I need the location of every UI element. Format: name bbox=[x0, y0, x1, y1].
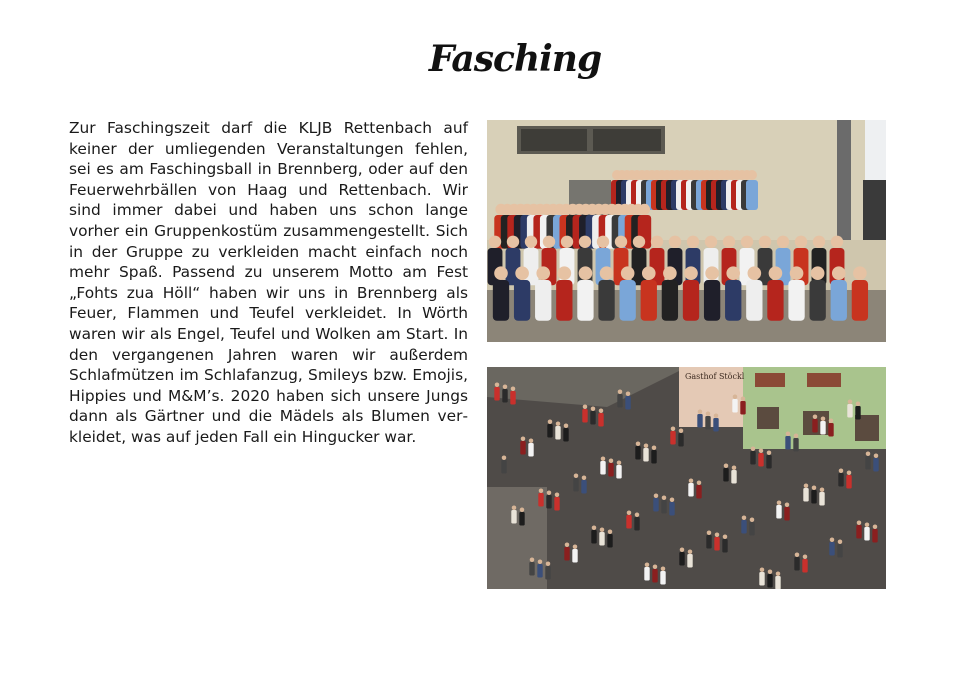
person-figure bbox=[524, 248, 539, 285]
inn-sign: Gasthof Stöckl bbox=[685, 372, 745, 381]
person-figure bbox=[864, 527, 869, 541]
person-head bbox=[697, 481, 702, 486]
person-figure bbox=[838, 473, 843, 487]
person-head bbox=[873, 525, 878, 530]
person-head bbox=[742, 516, 747, 521]
person-head bbox=[813, 415, 818, 420]
person-figure bbox=[600, 461, 605, 475]
person-figure bbox=[644, 567, 649, 581]
person-figure bbox=[828, 423, 833, 437]
person-head bbox=[601, 457, 606, 462]
person-figure bbox=[704, 280, 720, 321]
person-head bbox=[495, 383, 500, 388]
person-head bbox=[662, 496, 667, 501]
person-head bbox=[829, 419, 834, 424]
person-head bbox=[671, 427, 676, 432]
person-figure bbox=[616, 465, 621, 479]
person-head bbox=[707, 531, 712, 536]
person-head bbox=[599, 409, 604, 414]
person-figure bbox=[577, 280, 593, 321]
person-head bbox=[795, 553, 800, 558]
person-head bbox=[804, 484, 809, 489]
person-head bbox=[573, 545, 578, 550]
person-figure bbox=[661, 500, 666, 514]
person-figure bbox=[706, 535, 711, 549]
person-figure bbox=[547, 424, 552, 438]
person-figure bbox=[502, 389, 507, 403]
person-head bbox=[853, 266, 867, 280]
person-head bbox=[582, 476, 587, 481]
person-head bbox=[669, 236, 681, 248]
person-figure bbox=[775, 576, 780, 589]
person-figure bbox=[573, 478, 578, 492]
person-head bbox=[644, 444, 649, 449]
person-figure bbox=[510, 391, 515, 405]
person-figure bbox=[572, 549, 577, 563]
person-head bbox=[525, 236, 537, 248]
person-head bbox=[741, 236, 753, 248]
person-head bbox=[705, 266, 719, 280]
person-head bbox=[848, 400, 853, 405]
person-head bbox=[489, 236, 501, 248]
person-head bbox=[503, 385, 508, 390]
person-head bbox=[536, 266, 550, 280]
person-figure bbox=[556, 280, 572, 321]
person-head bbox=[777, 501, 782, 506]
person-head bbox=[597, 236, 609, 248]
person-head bbox=[684, 266, 698, 280]
person-head bbox=[813, 236, 825, 248]
person-figure bbox=[776, 248, 791, 285]
person-head bbox=[794, 434, 799, 439]
person-figure bbox=[872, 529, 877, 543]
person-head bbox=[785, 503, 790, 508]
person-figure bbox=[714, 537, 719, 551]
person-head bbox=[689, 479, 694, 484]
person-figure bbox=[784, 507, 789, 521]
person-head bbox=[831, 236, 843, 248]
person-head bbox=[635, 513, 640, 518]
person-figure bbox=[514, 280, 530, 321]
person-figure bbox=[591, 530, 596, 544]
person-head bbox=[600, 528, 605, 533]
person-figure bbox=[688, 483, 693, 497]
person-head bbox=[636, 442, 641, 447]
person-head bbox=[539, 489, 544, 494]
person-head bbox=[663, 266, 677, 280]
person-figure bbox=[554, 497, 559, 511]
person-head bbox=[591, 407, 596, 412]
person-figure bbox=[519, 512, 524, 526]
person-figure bbox=[607, 534, 612, 548]
person-head bbox=[776, 572, 781, 577]
person-head bbox=[653, 565, 658, 570]
person-figure bbox=[546, 495, 551, 509]
person-figure bbox=[608, 463, 613, 477]
person-head bbox=[651, 236, 663, 248]
person-head bbox=[750, 518, 755, 523]
person-figure bbox=[746, 180, 758, 210]
person-figure bbox=[819, 492, 824, 506]
person-head bbox=[661, 567, 666, 572]
person-head bbox=[530, 558, 535, 563]
person-head bbox=[839, 469, 844, 474]
person-head bbox=[698, 410, 703, 415]
person-figure bbox=[794, 557, 799, 571]
person-head bbox=[565, 543, 570, 548]
person-head bbox=[618, 390, 623, 395]
person-figure bbox=[810, 280, 826, 321]
person-figure bbox=[758, 248, 773, 285]
person-head bbox=[820, 488, 825, 493]
person-head bbox=[633, 236, 645, 248]
person-head bbox=[529, 439, 534, 444]
person-figure bbox=[590, 411, 595, 425]
person-figure bbox=[696, 485, 701, 499]
person-head bbox=[546, 562, 551, 567]
person-head bbox=[747, 170, 757, 180]
person-head bbox=[626, 392, 631, 397]
person-head bbox=[812, 486, 817, 491]
person-head bbox=[561, 236, 573, 248]
person-figure bbox=[660, 571, 665, 585]
person-head bbox=[733, 395, 738, 400]
person-figure bbox=[865, 456, 870, 470]
person-figure bbox=[493, 280, 509, 321]
person-head bbox=[511, 387, 516, 392]
person-head bbox=[706, 412, 711, 417]
person-figure bbox=[581, 480, 586, 494]
person-figure bbox=[582, 409, 587, 423]
person-figure bbox=[758, 453, 763, 467]
person-head bbox=[874, 454, 879, 459]
person-head bbox=[538, 560, 543, 565]
person-figure bbox=[652, 569, 657, 583]
person-figure bbox=[670, 431, 675, 445]
person-figure bbox=[560, 248, 575, 285]
person-figure bbox=[713, 418, 718, 432]
person-figure bbox=[776, 505, 781, 519]
person-figure bbox=[725, 280, 741, 321]
person-figure bbox=[759, 572, 764, 586]
person-head bbox=[547, 491, 552, 496]
person-head bbox=[680, 548, 685, 553]
person-figure bbox=[538, 493, 543, 507]
person-head bbox=[600, 266, 614, 280]
person-head bbox=[608, 530, 613, 535]
person-figure bbox=[803, 488, 808, 502]
person-head bbox=[803, 555, 808, 560]
person-head bbox=[670, 498, 675, 503]
person-figure bbox=[599, 532, 604, 546]
person-figure bbox=[520, 441, 525, 455]
person-head bbox=[821, 417, 826, 422]
person-figure bbox=[494, 387, 499, 401]
person-figure bbox=[820, 421, 825, 435]
person-figure bbox=[750, 451, 755, 465]
person-head bbox=[751, 447, 756, 452]
person-figure bbox=[635, 446, 640, 460]
person-figure bbox=[831, 280, 847, 321]
person-figure bbox=[802, 559, 807, 573]
person-figure bbox=[788, 280, 804, 321]
person-head bbox=[769, 266, 783, 280]
person-figure bbox=[812, 419, 817, 433]
person-head bbox=[583, 405, 588, 410]
person-head bbox=[639, 204, 650, 215]
person-figure bbox=[846, 475, 851, 489]
person-figure bbox=[766, 455, 771, 469]
person-figure bbox=[687, 554, 692, 568]
person-figure bbox=[767, 574, 772, 588]
person-head bbox=[830, 538, 835, 543]
person-figure bbox=[620, 280, 636, 321]
person-head bbox=[795, 236, 807, 248]
person-figure bbox=[683, 280, 699, 321]
person-head bbox=[741, 397, 746, 402]
person-figure bbox=[545, 566, 550, 580]
person-head bbox=[642, 266, 656, 280]
person-head bbox=[732, 466, 737, 471]
person-head bbox=[856, 402, 861, 407]
person-head bbox=[564, 424, 569, 429]
person-head bbox=[609, 459, 614, 464]
person-figure bbox=[632, 248, 647, 285]
person-figure bbox=[746, 280, 762, 321]
person-head bbox=[556, 422, 561, 427]
person-head bbox=[767, 451, 772, 456]
page-title: Fasching bbox=[428, 38, 602, 80]
person-head bbox=[617, 461, 622, 466]
person-figure bbox=[617, 394, 622, 408]
person-figure bbox=[740, 401, 745, 415]
person-head bbox=[811, 266, 825, 280]
person-head bbox=[558, 266, 572, 280]
person-figure bbox=[662, 280, 678, 321]
person-figure bbox=[625, 396, 630, 410]
person-figure bbox=[722, 539, 727, 553]
person-figure bbox=[555, 426, 560, 440]
person-figure bbox=[873, 458, 878, 472]
person-figure bbox=[501, 460, 506, 474]
person-figure bbox=[634, 517, 639, 531]
person-head bbox=[715, 533, 720, 538]
person-head bbox=[832, 266, 846, 280]
person-figure bbox=[669, 502, 674, 516]
person-head bbox=[615, 236, 627, 248]
person-head bbox=[654, 494, 659, 499]
person-head bbox=[679, 429, 684, 434]
person-head bbox=[574, 474, 579, 479]
person-figure bbox=[537, 564, 542, 578]
person-head bbox=[688, 550, 693, 555]
person-figure bbox=[528, 443, 533, 457]
person-head bbox=[866, 452, 871, 457]
body-paragraph: Zur Faschingszeit darf die KLJB Rettenbach auf keiner der umliegenden Veranstaltungen fehlen, sei es am Faschingsball in Brennberg, oder auf den Feuerwehrbällen von Haag und Rettenbach. Wir sind immer dabei und haben uns schon lange vorher ein Gruppenkostüm zusammengestellt. Sich in der Gruppe zu verkleiden macht einfach noch mehr Spaß. Passend zu unserem Motto am Fest „Fohts zua Höll“ haben wir uns in Brennberg als Feuer, Flammen und Teufel verkleidet. In Wörth waren wir als Engel, Teufel und Wolken am Start. In den vergangenen Jahren waren wir außerdem Schlafmützen im Schlafanzug, Smileys bzw. Emojis, Hippies und M&M’s. 2020 haben sich unsere Jungs dann als Gärtner und die Mädels als Blumen verkleidet, was auf jeden Fall ein Hingucker war. bbox=[69, 119, 468, 446]
person-head bbox=[723, 236, 735, 248]
person-head bbox=[759, 449, 764, 454]
person-head bbox=[847, 471, 852, 476]
person-figure bbox=[785, 436, 790, 450]
person-figure bbox=[697, 414, 702, 428]
person-head bbox=[494, 266, 508, 280]
person-head bbox=[865, 523, 870, 528]
person-head bbox=[548, 420, 553, 425]
person-head bbox=[621, 266, 635, 280]
person-figure bbox=[847, 404, 852, 418]
person-head bbox=[790, 266, 804, 280]
parade-street-photo bbox=[487, 367, 886, 589]
person-figure bbox=[650, 248, 665, 285]
person-figure bbox=[741, 520, 746, 534]
person-head bbox=[768, 570, 773, 575]
person-head bbox=[645, 563, 650, 568]
person-figure bbox=[679, 552, 684, 566]
person-head bbox=[543, 236, 555, 248]
person-head bbox=[652, 446, 657, 451]
person-head bbox=[512, 506, 517, 511]
person-figure bbox=[852, 280, 868, 321]
person-head bbox=[555, 493, 560, 498]
person-figure bbox=[535, 280, 551, 321]
person-head bbox=[857, 521, 862, 526]
person-head bbox=[714, 414, 719, 419]
person-figure bbox=[564, 547, 569, 561]
person-head bbox=[579, 266, 593, 280]
person-figure bbox=[678, 433, 683, 447]
person-figure bbox=[856, 525, 861, 539]
person-figure bbox=[598, 413, 603, 427]
person-head bbox=[521, 437, 526, 442]
person-figure bbox=[837, 544, 842, 558]
person-head bbox=[520, 508, 525, 513]
person-head bbox=[777, 236, 789, 248]
person-figure bbox=[811, 490, 816, 504]
person-head bbox=[726, 266, 740, 280]
person-figure bbox=[723, 468, 728, 482]
person-figure bbox=[705, 416, 710, 430]
person-figure bbox=[506, 248, 521, 285]
person-head bbox=[507, 236, 519, 248]
group-costume-photo bbox=[487, 120, 886, 342]
person-head bbox=[760, 568, 765, 573]
person-figure bbox=[732, 399, 737, 413]
person-head bbox=[502, 456, 507, 461]
person-figure bbox=[793, 438, 798, 452]
person-head bbox=[705, 236, 717, 248]
person-head bbox=[627, 511, 632, 516]
person-figure bbox=[653, 498, 658, 512]
person-figure bbox=[626, 515, 631, 529]
person-figure bbox=[641, 280, 657, 321]
person-figure bbox=[651, 450, 656, 464]
person-figure bbox=[529, 562, 534, 576]
person-figure bbox=[598, 280, 614, 321]
person-figure bbox=[829, 542, 834, 556]
person-head bbox=[579, 236, 591, 248]
person-head bbox=[748, 266, 762, 280]
person-head bbox=[515, 266, 529, 280]
person-head bbox=[724, 464, 729, 469]
person-head bbox=[723, 535, 728, 540]
person-head bbox=[592, 526, 597, 531]
person-figure bbox=[855, 406, 860, 420]
person-figure bbox=[643, 448, 648, 462]
person-figure bbox=[767, 280, 783, 321]
person-head bbox=[786, 432, 791, 437]
person-figure bbox=[511, 510, 516, 524]
person-figure bbox=[731, 470, 736, 484]
person-head bbox=[759, 236, 771, 248]
person-head bbox=[838, 540, 843, 545]
person-figure bbox=[749, 522, 754, 536]
person-head bbox=[687, 236, 699, 248]
person-figure bbox=[563, 428, 568, 442]
